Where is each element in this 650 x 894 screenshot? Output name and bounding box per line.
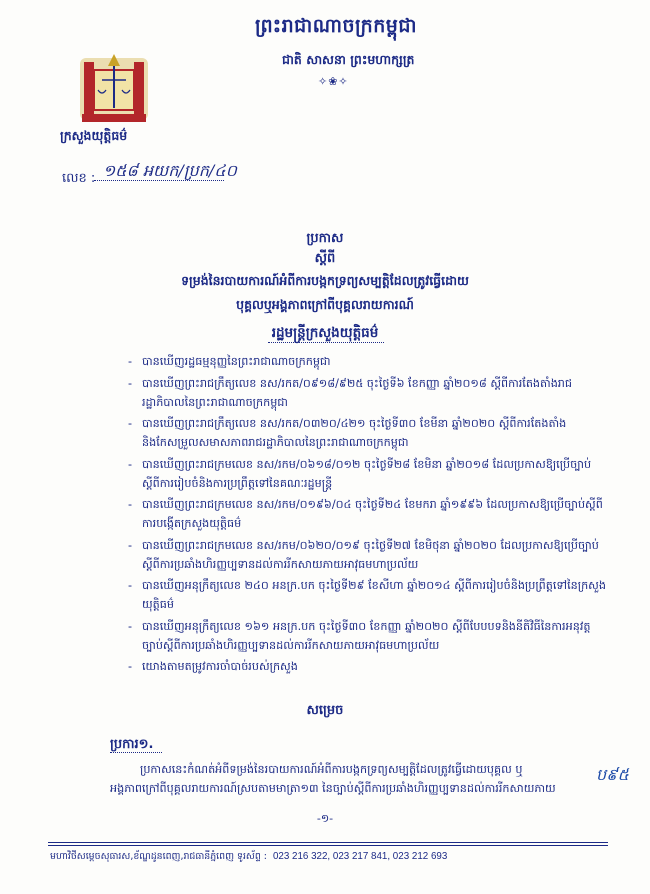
ministry-emblem-icon [74,48,154,128]
kingdom-heading: ព្រះរាជាណាចក្រកម្ពុជា [255,15,417,37]
minister-heading: រដ្ឋមន្ត្រីក្រសួងយុត្តិធម៌ [271,325,379,341]
recitals-list [128,352,608,679]
minister-underline [268,342,384,343]
decision-heading: សម្រេច [306,703,344,718]
national-motto: ជាតិ សាសនា ព្រះមហាក្សត្រ [282,52,415,67]
footer-contact [50,850,610,864]
article-underline [110,752,162,753]
footer-address: មហាវិថីសម្ដេចសុធារស,ខ័ណ្ឌដូនពេញ,រាជធានីភ្នំពេញ ទូរស័ព្ទ : [50,851,267,862]
list-item: - បានឃើញអនុក្រឹត្យលេខ ២៤០ អនក្រ.បក ចុះថ្ងៃទី២៩ ខែសីហា ឆ្នាំ២០១៤ ស្ដីពីការរៀបចំនិងប្រព្រឹត្តទៅនៃក្រសួងយុត្តិធម៌ [128,576,608,614]
page-number: -១- [316,812,334,825]
footer-phones: 023 216 322, 023 217 841, 023 212 693 [272,851,448,862]
list-item: - បានឃើញព្រះរាជក្រមលេខ នស/រកម/០១៩៦/០៤ ចុះថ្ងៃទី២៤ ខែមករា ឆ្នាំ១៩៩៦ ដែលប្រកាសឱ្យប្រើច្បាប់ស្ដីពីការបង្កើតក្រសួងយុត្តិធម៌ [128,495,608,533]
list-item: - បានឃើញព្រះរាជក្រឹត្យលេខ នស/រកត/០៣២០/៤២១ ចុះថ្ងៃទី៣០ ខែមីនា ឆ្នាំ២០២០ ស្ដីពីការតែងតាំង និងកែសម្រួលសមាសភាពរាជរដ្ឋាភិបាលនៃព្រះរាជាណាចក្រកម្ពុជា [128,414,608,452]
list-item: - បានឃើញព្រះរាជក្រមលេខ នស/រកម/០៦១៨/០១២ ចុះថ្ងៃទី២៨ ខែមិនា ឆ្នាំ២០១៨ ដែលប្រកាសឱ្យប្រើច្បាប់ស្ដីពីការរៀបចំនិងការប្រព្រឹត្តទៅនៃគណៈរដ្ឋមន្ត្រី [128,455,608,493]
reference-dotted-line [94,180,224,181]
footer-divider-thin [48,845,608,846]
article-text-line2: អង្គភាពក្រៅពីបុគ្គលរាយការណ៍ស្របតាមមាត្រា១៣ នៃច្បាប់ស្ដីពីការប្រឆាំងហិរញ្ញប្បទានដល់ការរីកសាយភាយ [110,782,556,795]
list-item: - បានឃើញព្រះរាជក្រឹត្យលេខ នស/រកត/០៩១៨/៩២៥ ចុះថ្ងៃទី៦ ខែកញ្ញា ឆ្នាំ២០១៨ ស្ដីពីការតែងតាំងរាជរដ្ឋាភិបាលនៃព្រះរាជាណាចក្រកម្ពុជា [128,374,608,412]
footer-divider [48,842,608,843]
list-item: - បានឃើញព្រះរាជក្រមលេខ នស/រកម/០៦២០/០១៩ ចុះថ្ងៃទី២៧ ខែមិថុនា ឆ្នាំ២០២០ ដែលប្រកាសឱ្យប្រើច្បាប់ស្ដីពីការប្រឆាំងហិរញ្ញប្បទានដល់ការរីកសាយភាយអាវុធមហាប្រល័យ [128,536,608,574]
ministry-name: ក្រសួងយុត្តិធម៌ [60,128,128,143]
ornament-divider: ✧❀✧ [318,75,349,88]
article-heading: ប្រការ១. [110,737,154,752]
title-about: ស្ដីពី [314,251,336,266]
reference-label: លេខ : [62,171,96,186]
list-item: - បានឃើញរដ្ឋធម្មនុញ្ញនៃព្រះរាជាណាចក្រកម្ពុជា [128,352,608,371]
list-item: - យោងតាមតម្រូវការចាំបាច់របស់ក្រសួង [128,657,608,676]
reference-number-handwritten: ១៥៨ អយក/ប្រក/៤០ [103,161,237,180]
title-subject-line2: បុគ្គលឬអង្គភាពក្រៅពីបុគ្គលរាយការណ៍ [236,297,414,312]
handwritten-initials: ប៩៥ [596,765,629,784]
document-type: ប្រកាស [306,231,344,246]
title-subject-line1: ទម្រង់នៃរបាយការណ៍អំពីការបង្កកទ្រព្យសម្បត្តិដែលត្រូវធ្វើដោយ [181,273,469,288]
article-text-line1: ប្រកាសនេះកំណត់អំពីទម្រង់នៃរបាយការណ៍អំពីការបង្កកទ្រព្យសម្បត្តិដែលត្រូវធ្វើដោយបុគ្គល ឬ [140,763,523,776]
list-item: - បានឃើញអនុក្រឹត្យលេខ ១៦១ អនក្រ.បក ចុះថ្ងៃទី៣០ ខែកញ្ញា ឆ្នាំ២០២០ ស្ដីពីបែបបទនិងនីតិវិធីនៃការអនុវត្តច្បាប់ស្ដីពីការប្រឆាំងហិរញ្ញប្បទានដល់ការរីកសាយភាយអាវុធមហាប្រល័យ [128,617,608,655]
